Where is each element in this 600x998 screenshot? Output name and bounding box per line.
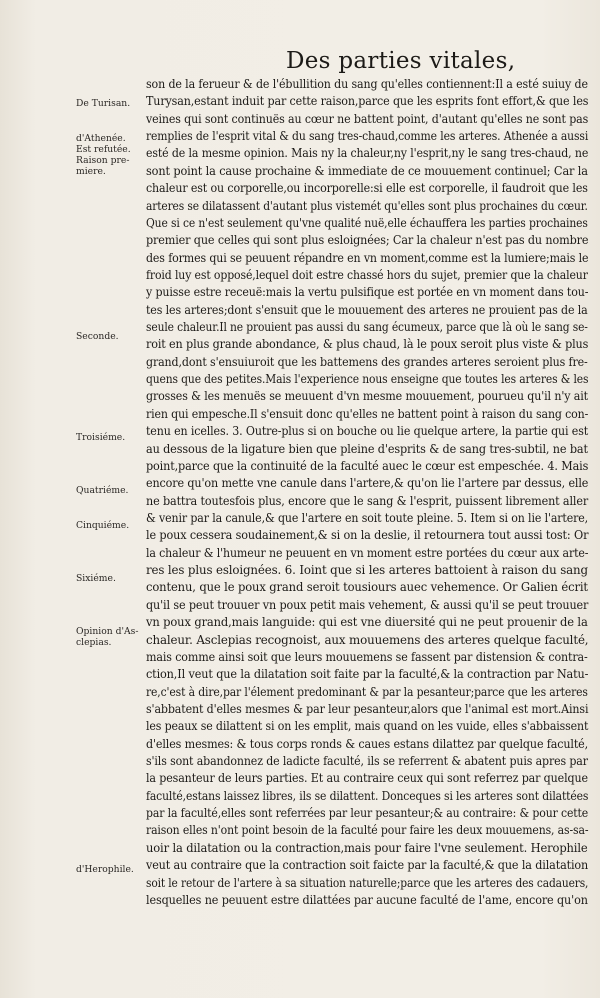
text-line: le poux cessera soudainement,& si on la deslie, il retournera tout aussi tost: Or bbox=[146, 528, 589, 543]
note-line: clepias. bbox=[76, 637, 112, 648]
text-line: qu'il se peut trouuer vn poux petit mais vehement, & aussi qu'il se peut trouuer bbox=[146, 597, 589, 612]
text-line: la chaleur & l'humeur ne peuuent en vn moment estre portées du cœur aux arte- bbox=[146, 545, 589, 560]
text-line: point,parce que la continuité de la faculté auec le cœur est empeschée. 4. Mais bbox=[146, 458, 589, 473]
note-troisieme bbox=[76, 432, 146, 443]
text-line: Que si ce n'est seulement qu'vne qualité nuë,elle échauffera les parties prochaines bbox=[146, 215, 588, 230]
note-sixieme bbox=[76, 573, 146, 584]
note-seconde bbox=[76, 331, 146, 342]
text-line: Turysan,estant induit par cette raison,parce que les esprits font effort,& que les bbox=[146, 94, 589, 109]
note-line: d'Herophile. bbox=[76, 864, 134, 875]
text-line: sont point la cause prochaine & immediate de ce mouuement continuel; Car la bbox=[146, 163, 588, 178]
text-line: y puisse estre receuë:mais la vertu pulsifique est portée en vn moment dans tou- bbox=[146, 285, 589, 300]
text-line: quens que des petites.Mais l'experience nous enseigne que toutes les arteres & les bbox=[146, 372, 589, 387]
note-line: Quatriéme. bbox=[76, 485, 129, 496]
text-line: grosses & les menuës se meuuent d'vn mesme mouuement, pourueu qu'il n'y ait bbox=[146, 389, 588, 404]
text-line: chaleur est ou corporelle,ou incorporelle:si elle est corporelle, il faudroit que les bbox=[146, 181, 588, 196]
text-line: remplies de l'esprit vital & du sang tres-chaud,comme les arteres. Athenée a aussi bbox=[146, 129, 589, 144]
text-line: rien qui empesche.Il s'ensuit donc qu'elles ne battent point à raison du sang con- bbox=[146, 406, 589, 421]
text-line: faculté,estans laissez libres, ils se dilattent. Donceques si les arteres sont dilattées bbox=[146, 788, 589, 803]
text-line: la pesanteur de leurs parties. Et au contraire ceux qui sont referrez par quelque bbox=[146, 771, 588, 786]
note-line: Est refutée. bbox=[76, 144, 131, 155]
text-line: s'abbatent d'elles mesmes & par leur pesanteur,alors que l'animal est mort.Ainsi bbox=[146, 701, 589, 716]
text-line: veut au contraire que la contraction soit faicte par la faculté,& que la dilatation bbox=[146, 858, 589, 873]
note-line: miere. bbox=[76, 166, 106, 177]
text-line: vn poux grand,mais languide: qui est vne diuersité qui ne peut prouenir de la bbox=[146, 615, 588, 630]
text-line: d'elles mesmes: & tous corps ronds & caues estans dilattez par quelque faculté, bbox=[146, 736, 589, 751]
text-line: veines qui sont continuës au cœur ne battent point, d'autant qu'elles ne sont pas bbox=[146, 111, 589, 126]
note-d-herophile bbox=[76, 864, 146, 875]
text-line: mais comme ainsi soit que leurs mouuemens se fassent par distension & contra- bbox=[146, 649, 588, 664]
text-line: grand,dont s'ensuiuroit que les battemens des grandes arteres seroient plus fre- bbox=[146, 354, 588, 369]
text-line: des formes qui se peuuent répandre en vn moment,comme est la lumiere;mais le bbox=[146, 250, 589, 265]
note-opinion-asclepias bbox=[76, 626, 146, 648]
note-de-turisan bbox=[76, 98, 146, 109]
text-line: encore qu'on mette vne canule dans l'artere,& qu'on lie l'artere par dessus, elle bbox=[146, 476, 589, 491]
text-line: les peaux se dilattent si on les emplit, mais quand on les vuide, elles s'abbaissent bbox=[146, 719, 589, 734]
text-line: raison elles n'ont point besoin de la faculté pour faire les deux mouuemens, as-sa- bbox=[146, 823, 589, 838]
text-line: tes les arteres;dont s'ensuit que le mouuement des arteres ne prouient pas de la bbox=[146, 302, 588, 317]
note-line: Opinion d'As- bbox=[76, 626, 139, 637]
text-line: res les plus esloignées. 6. Ioint que si les arteres battoient à raison du sang bbox=[146, 563, 588, 578]
text-line: au dessous de la ligature bien que pleine d'esprits & de sang tres-subtil, ne bat bbox=[146, 441, 588, 456]
main-text-block bbox=[146, 76, 592, 909]
note-line: De Turisan. bbox=[76, 98, 131, 109]
text-line: esté de la mesme opinion. Mais ny la chaleur,ny l'esprit,ny le sang tres-chaud, ne bbox=[146, 146, 589, 161]
text-line: & venir par la canule,& que l'artere en soit toute pleine. 5. Item si on lie l'artere, bbox=[146, 510, 588, 525]
text-line: ction,Il veut que la dilatation soit faite par la faculté,& la contraction par Natu- bbox=[146, 667, 589, 682]
text-line: froid luy est opposé,lequel doit estre chassé hors du sujet, premier que la chaleur bbox=[146, 267, 588, 282]
text-line: ne battra toutesfois plus, encore que le sang & l'esprit, puissent librement aller bbox=[146, 493, 589, 508]
text-line: re,c'est à dire,par l'élement predominant & par la pesanteur;parce que les arteres bbox=[146, 684, 588, 699]
margin-notes bbox=[0, 0, 140, 998]
text-line: par la faculté,elles sont referrées par leur pesanteur;& au contraire: & pour cette bbox=[146, 806, 589, 821]
text-line: arteres se dilatassent d'autant plus vistemét qu'elles sont plus prochaines du cœur. bbox=[146, 198, 588, 213]
note-line: Raison pre- bbox=[76, 155, 130, 166]
note-line: Troisiéme. bbox=[76, 432, 126, 443]
text-line: chaleur. Asclepias recognoist, aux mouuemens des arteres quelque faculté, bbox=[146, 632, 589, 647]
text-line: uoir la dilatation ou la contraction,mais pour faire l'vne seulement. Herophile bbox=[146, 840, 588, 855]
note-d-athenee bbox=[76, 133, 146, 177]
note-line: Cinquiéme. bbox=[76, 520, 130, 531]
text-line: lesquelles ne peuuent estre dilattées par aucune faculté de l'ame, encore qu'on bbox=[146, 892, 588, 907]
text-line: soit le retour de l'artere à sa situation naturelle;parce que les arteres des cadauers, bbox=[146, 875, 589, 890]
note-quatrieme bbox=[76, 485, 146, 496]
text-line: roit en plus grande abondance, & plus chaud, là le poux seroit plus viste & plus bbox=[146, 337, 589, 352]
text-line: s'ils sont abandonnez de ladicte faculté, ils se referrent & abatent puis apres par bbox=[146, 754, 588, 769]
note-cinquieme bbox=[76, 520, 146, 531]
text-line: premier que celles qui sont plus esloignées; Car la chaleur n'est pas du nombre bbox=[146, 233, 589, 248]
text-line: tenu en icelles. 3. Outre-plus si on bouche ou lie quelque artere, la partie qui est bbox=[146, 424, 589, 439]
text-line: son de la ferueur & de l'ébullition du sang qu'elles contiennent:Il a esté suiuy de bbox=[146, 77, 588, 91]
running-header: Des parties vitales, bbox=[286, 48, 516, 74]
note-line: Sixiéme. bbox=[76, 573, 116, 584]
text-line: seule chaleur.Il ne prouient pas aussi du sang écumeux, parce que là où le sang se- bbox=[146, 320, 588, 335]
note-line: d'Athenée. bbox=[76, 133, 126, 144]
note-line: Seconde. bbox=[76, 331, 119, 342]
text-line: contenu, que le poux grand seroit tousiours auec vehemence. Or Galien écrit bbox=[146, 580, 588, 595]
